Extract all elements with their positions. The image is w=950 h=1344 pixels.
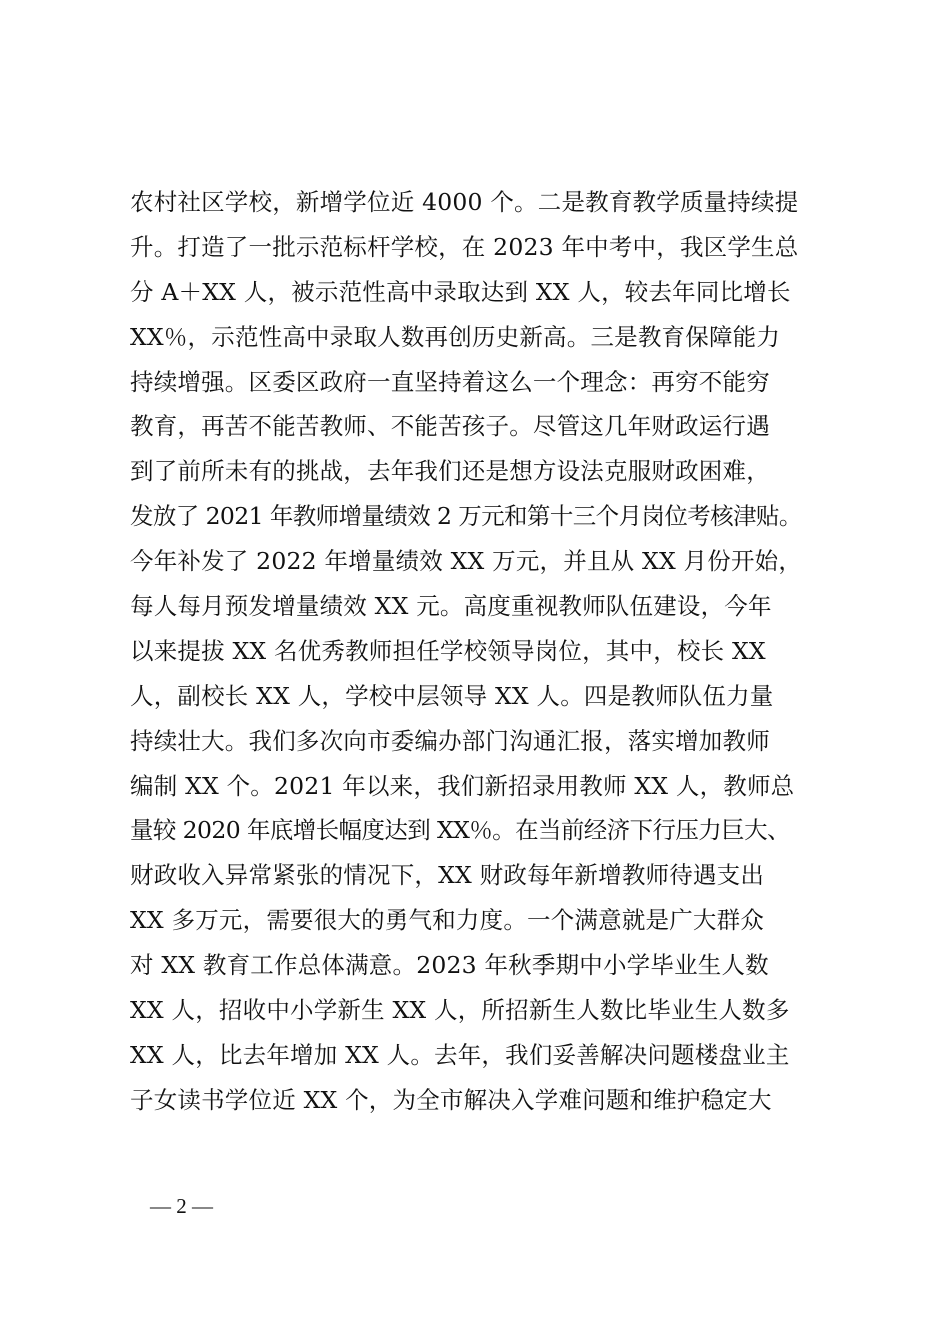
text-line: XX％，示范性高中录取人数再创历史新高。三是教育保障能力 <box>130 322 781 351</box>
page-number: — 2 — <box>150 1194 213 1218</box>
text-line: 持续增强。区委区政府一直坚持着这么一个理念：再穷不能穷 <box>130 367 770 396</box>
text-line: XX 人，比去年增加 XX 人。去年，我们妥善解决问题楼盘业主 <box>130 1040 790 1069</box>
text-line: 以来提拔 XX 名优秀教师担任学校领导岗位，其中，校长 XX <box>130 636 766 665</box>
text-line: XX 多万元，需要很大的勇气和力度。一个满意就是广大群众 <box>130 906 765 935</box>
text-line: 发放了 2021 年教师增量绩效 2 万元和第十三个月岗位考核津贴。 <box>130 502 802 531</box>
text-line: 子女读书学位近 XX 个，为全市解决入学难问题和维护稳定大 <box>130 1085 772 1114</box>
text-line: 到了前所未有的挑战，去年我们还是想方设法克服财政困难， <box>130 457 770 486</box>
text-line: 人，副校长 XX 人，学校中层领导 XX 人。四是教师队伍力量 <box>130 681 774 710</box>
text-line: 今年补发了 2022 年增量绩效 XX 万元，并且从 XX 月份开始， <box>130 547 803 576</box>
text-line: 编制 XX 个。2021 年以来，我们新招录用教师 XX 人，教师总 <box>130 771 795 800</box>
text-line: 持续壮大。我们多次向市委编办部门沟通汇报，落实增加教师 <box>130 726 770 755</box>
text-line: 教育，再苦不能苦教师、不能苦孩子。尽管这几年财政运行遇 <box>130 412 770 441</box>
text-line: 农村社区学校，新增学位近 4000 个。二是教育教学质量持续提 <box>130 188 799 216</box>
text-line: 财政收入异常紧张的情况下，XX 财政每年新增教师待遇支出 <box>130 861 765 890</box>
text-line: 量较 2020 年底增长幅度达到 XX％。在当前经济下行压力巨大、 <box>130 816 790 845</box>
body-paragraph <box>130 180 850 1123</box>
text-line: 每人每月预发增量绩效 XX 元。高度重视教师队伍建设，今年 <box>130 592 772 621</box>
text-line: 对 XX 教育工作总体满意。2023 年秋季期中小学毕业生人数 <box>130 951 769 980</box>
text-line: 升。打造了一批示范标杆学校，在 2023 年中考中，我区学生总 <box>130 232 799 261</box>
text-line: XX 人，招收中小学新生 XX 人，所招新生人数比毕业生人数多 <box>130 996 790 1025</box>
text-line: 分 A＋XX 人，被示范性高中录取达到 XX 人，较去年同比增长 <box>130 277 791 306</box>
